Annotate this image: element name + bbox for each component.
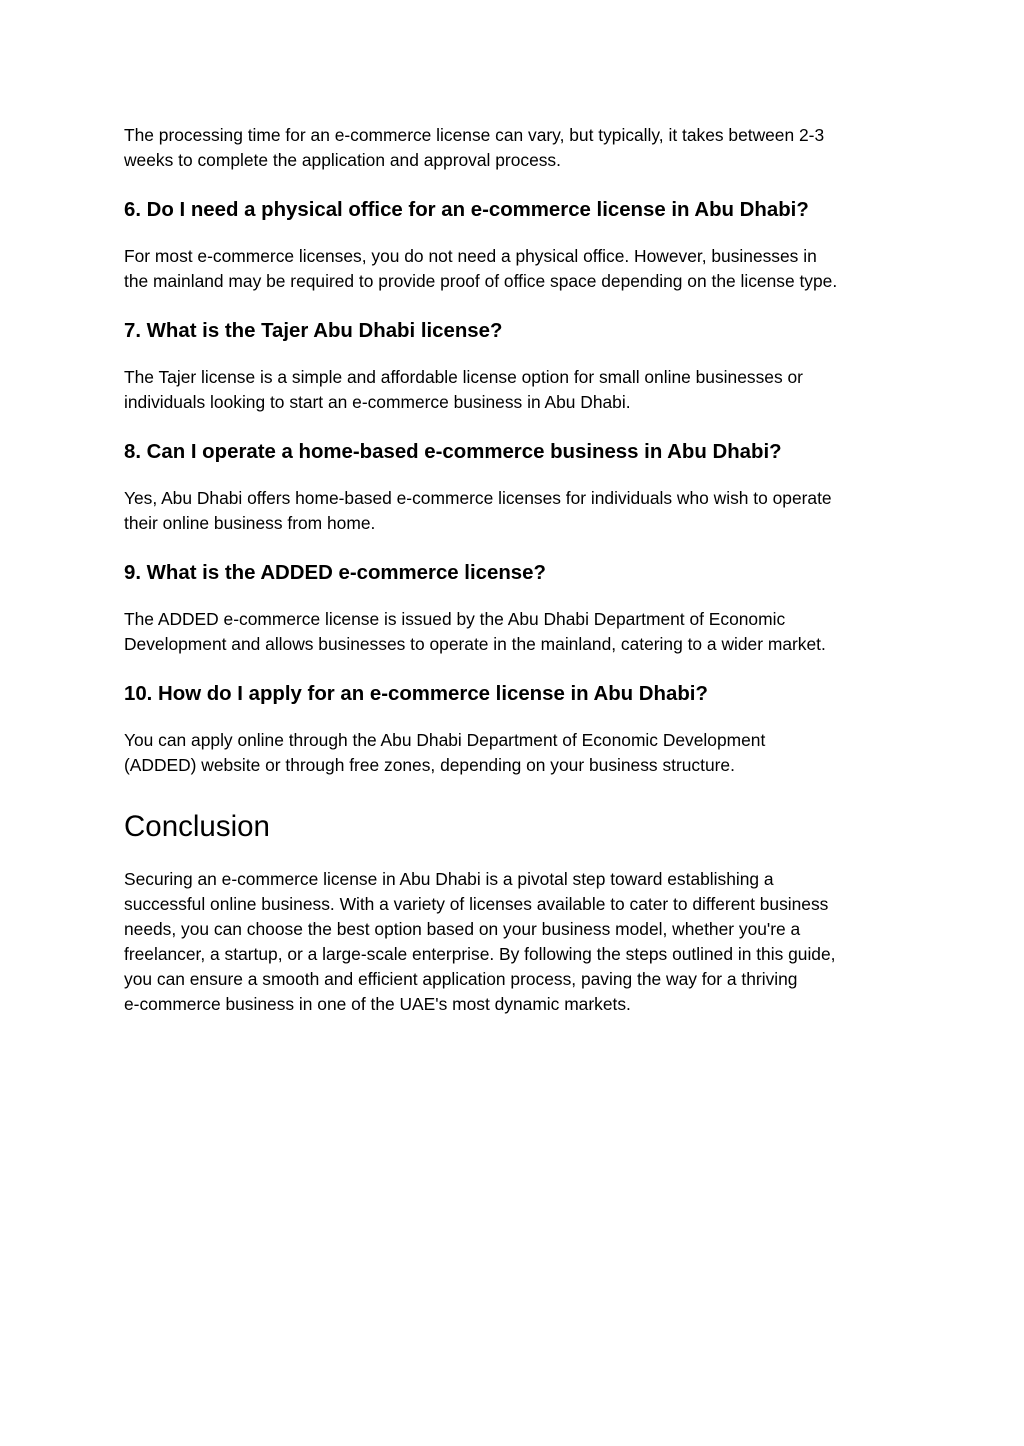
faq-question: 7. What is the Tajer Abu Dhabi license?	[124, 320, 503, 342]
faq-item-8	[124, 438, 914, 536]
faq-item-7	[124, 317, 914, 415]
faq-item-10	[124, 680, 914, 778]
faq-answer: You can apply online through the Abu Dhabi Department of Economic Development (ADDED) website or through free zones, depending on your business structure.	[124, 730, 766, 775]
faq-question: 9. What is the ADDED e-commerce license?	[124, 562, 546, 584]
faq-question: 8. Can I operate a home-based e-commerce business in Abu Dhabi?	[124, 441, 782, 463]
faq-item-9	[124, 559, 914, 657]
faq-answer: The Tajer license is a simple and affordable license option for small online businesses or individuals looking to start an e-commerce business in Abu Dhabi.	[124, 367, 803, 412]
faq-question: 10. How do I apply for an e-commerce license in Abu Dhabi?	[124, 683, 708, 705]
faq-answer: For most e-commerce licenses, you do not need a physical office. However, businesses in the mainland may be required to provide proof of office space depending on the license type.	[124, 246, 838, 291]
document-page	[124, 120, 914, 1017]
conclusion-heading: Conclusion	[124, 810, 270, 843]
faq-answer: The ADDED e-commerce license is issued by the Abu Dhabi Department of Economic Development and allows businesses to operate in the mainland, catering to a wider market.	[124, 609, 826, 654]
intro-paragraph: The processing time for an e-commerce license can vary, but typically, it takes between 2-3 weeks to complete the application and approval process.	[124, 125, 825, 170]
faq-answer: Yes, Abu Dhabi offers home-based e-commerce licenses for individuals who wish to operate their online business from home.	[124, 488, 832, 533]
faq-question: 6. Do I need a physical office for an e-commerce license in Abu Dhabi?	[124, 199, 809, 221]
conclusion-paragraph: Securing an e-commerce license in Abu Dhabi is a pivotal step toward establishing a successful online business. With a variety of licenses available to cater to different business needs, you can choose the best option based on your business model, whether you're a freelancer, a startup, or a large-scale enterprise. By following the steps outlined in this guide, you can ensure a smooth and efficient application process, paving the way for a thriving e-commerce business in one of the UAE's most dynamic markets.	[124, 869, 836, 1014]
faq-item-6	[124, 196, 914, 294]
